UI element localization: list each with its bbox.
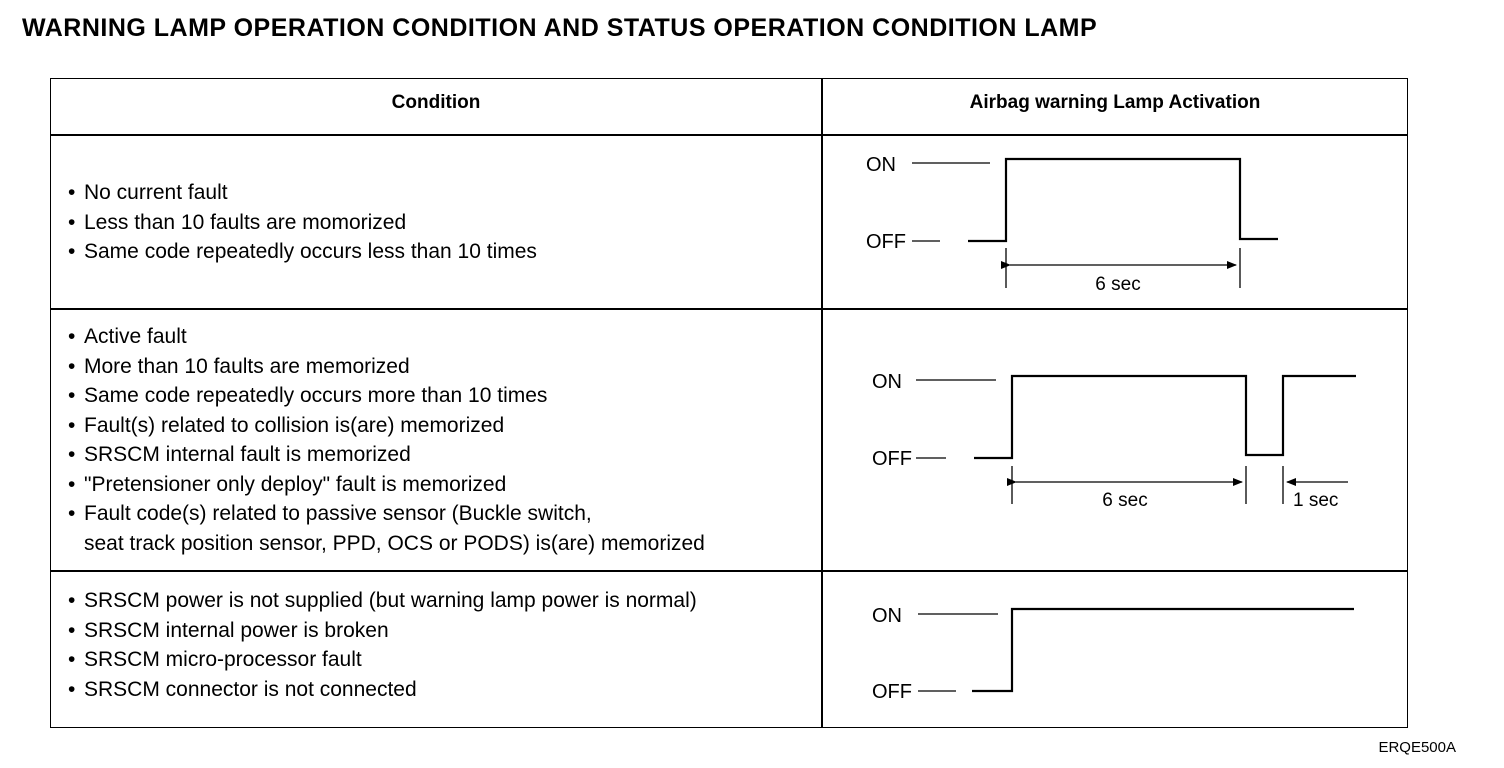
condition-item: • SRSCM connector is not connected [68,675,697,705]
condition-item: • Active fault [68,322,705,352]
condition-item: • "Pretensioner only deploy" fault is memorized [68,470,705,500]
condition-item: • Fault(s) related to collision is(are) memorized [68,411,705,441]
activation-header: Airbag warning Lamp Activation [969,92,1261,113]
condition-item: • No current fault [68,178,537,208]
condition-item: • SRSCM internal power is broken [68,616,697,646]
on-label: ON [872,371,902,393]
condition-item: • More than 10 faults are memorized [68,352,705,382]
timing-diagram-1 [866,154,1278,295]
timing-diagram-2 [872,371,1356,511]
off-label: OFF [866,231,906,253]
lamp-signal [968,159,1278,241]
off-duration-label: 1 sec [1293,490,1339,511]
on-duration-label: 6 sec [1102,490,1148,511]
condition-item: • Same code repeatedly occurs less than 10 times [68,237,537,267]
condition-header: Condition [391,92,481,113]
condition-item: • SRSCM micro-processor fault [68,645,697,675]
timing-diagram-3 [872,605,1354,703]
condition-item: • Same code repeatedly occurs more than 10 times [68,381,705,411]
condition-item: • Fault code(s) related to passive sensor (Buckle switch, [68,499,705,529]
off-label: OFF [872,448,912,470]
figure-code: ERQE500A [1378,739,1456,756]
condition-item: • SRSCM power is not supplied (but warning lamp power is normal) [68,586,697,616]
lamp-condition-table [50,78,1408,728]
lamp-signal [974,376,1356,458]
timing-diagrams [50,78,1408,728]
on-label: ON [866,154,896,176]
condition-item: • SRSCM internal fault is memorized [68,440,705,470]
condition-item: • Less than 10 faults are momorized [68,208,537,238]
condition-item-continuation: seat track position sensor, PPD, OCS or PODS) is(are) memorized [84,531,705,555]
duration-label: 6 sec [1095,274,1141,295]
page-title: WARNING LAMP OPERATION CONDITION AND STATUS OPERATION CONDITION LAMP [22,14,1098,42]
off-label: OFF [872,681,912,703]
lamp-signal [972,609,1354,691]
on-label: ON [872,605,902,627]
